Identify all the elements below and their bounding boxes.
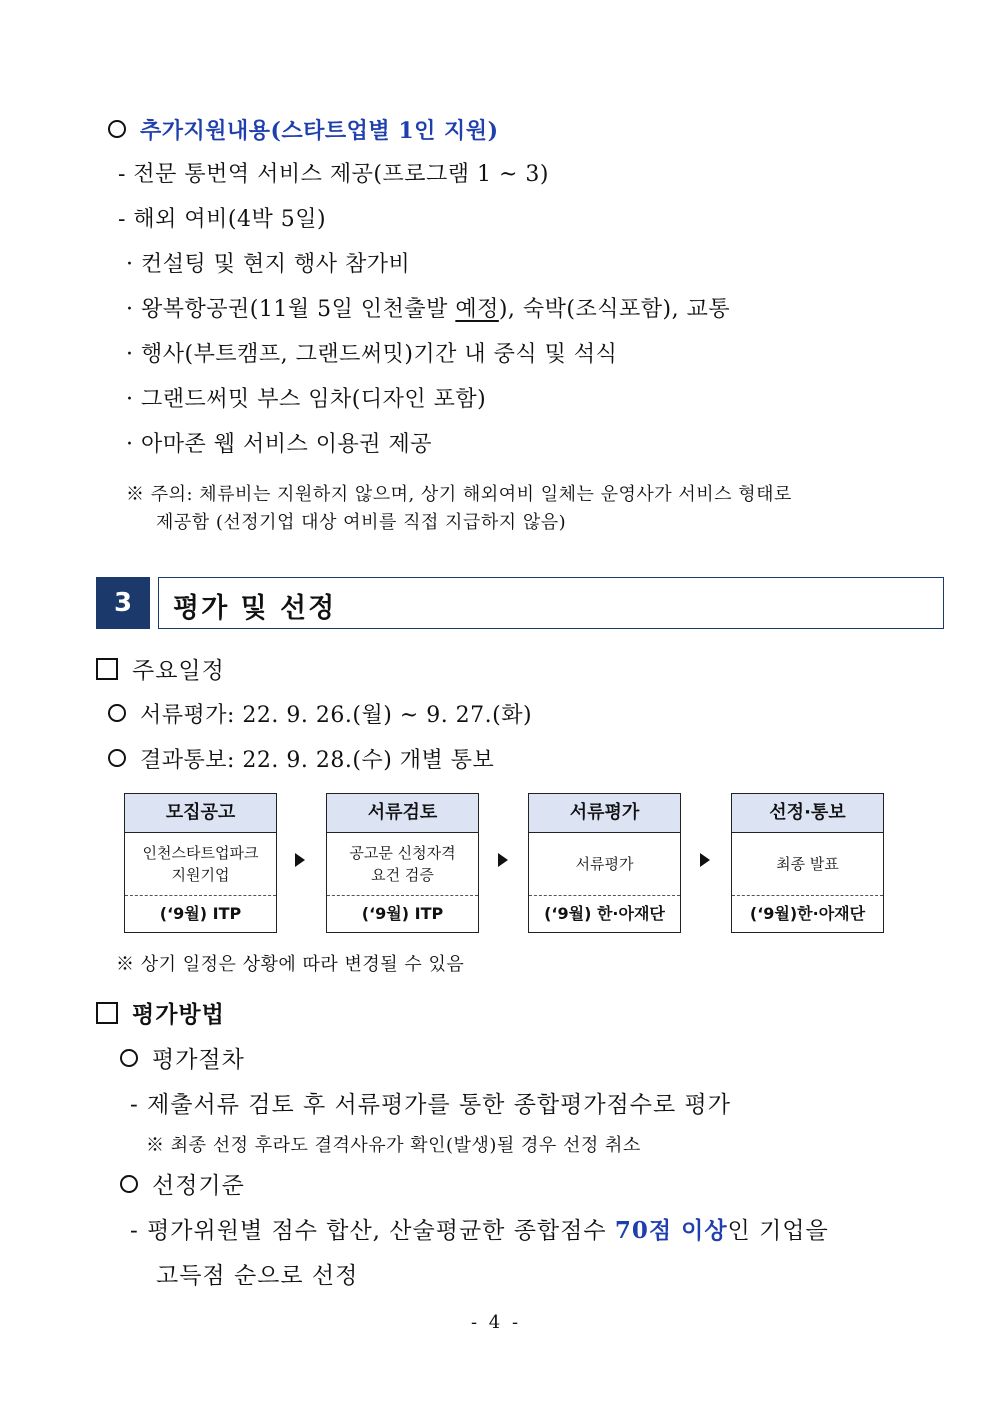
extra-support-heading: 추가지원내용(스타트업별 1인 지원)	[140, 118, 499, 144]
section-number: 3	[96, 577, 150, 629]
circle-bullet-icon	[108, 120, 126, 138]
flight-text: · 왕복항공권(11월 5일 인천출발	[126, 297, 448, 322]
section-title-box	[158, 577, 944, 629]
support-item-booth: · 그랜드써밋 부스 임차(디자인 포함)	[126, 387, 487, 412]
circle-bullet-icon	[120, 1049, 138, 1067]
flow-step-body: 공고문 신청자격 요건 검증	[327, 833, 478, 896]
flow-step-foot: (‘9월)한·아재단	[749, 904, 866, 923]
flow-step-doc-eval	[528, 793, 681, 933]
circle-bullet-icon	[108, 749, 126, 767]
criteria-highlight: 70점 이상	[614, 1217, 728, 1244]
flow-step-head: 서류평가	[529, 794, 680, 833]
schedule-note: ※ 상기 일정은 상황에 따라 변경될 수 있음	[116, 954, 465, 975]
result-notice-row	[108, 743, 494, 774]
criteria-pre-text: - 평가위원별 점수 합산, 산술평균한 종합점수	[130, 1218, 615, 1244]
procedure-text: - 제출서류 검토 후 서류평가를 통한 종합평가점수로 평가	[130, 1092, 731, 1118]
flow-step-head: 모집공고	[125, 794, 276, 833]
flow-step-head: 선정·통보	[732, 794, 883, 833]
page-number: - 4 -	[470, 1312, 522, 1333]
flow-step-body: 서류평가	[529, 833, 680, 896]
schedule-heading: 주요일정	[132, 658, 225, 684]
support-item-consulting: · 컨설팅 및 현지 행사 참가비	[126, 252, 411, 277]
arrow-right-icon	[498, 853, 508, 867]
support-item-flight	[126, 292, 730, 323]
section-title: 평가 및 선정	[173, 593, 337, 624]
flow-step-head: 서류검토	[327, 794, 478, 833]
criteria-post-text: 인 기업을	[727, 1218, 829, 1244]
arrow-right-icon	[295, 853, 305, 867]
flight-underlined-text: 예정	[455, 297, 499, 322]
doc-review-text: 서류평가: 22. 9. 26.(월) ~ 9. 27.(화)	[140, 703, 533, 728]
flow-step-recruit	[124, 793, 277, 933]
flow-step-selection	[731, 793, 884, 933]
flow-step-foot: (‘9월) ITP	[361, 904, 444, 923]
travel-expense-line: - 해외 여비(4박 5일)	[118, 207, 327, 232]
circle-bullet-icon	[108, 704, 126, 722]
flight-tail-text: ), 숙박(조식포함), 교통	[498, 297, 731, 322]
flow-step-foot: (‘9월) ITP	[159, 904, 242, 923]
procedure-title: 평가절차	[152, 1047, 245, 1073]
support-note-line2: 제공함 (선정기업 대상 여비를 직접 지급하지 않음)	[156, 512, 567, 533]
flow-step-doc-check	[326, 793, 479, 933]
doc-review-row	[108, 698, 532, 729]
extra-support-heading-row	[108, 114, 498, 145]
criteria-line1	[130, 1212, 829, 1245]
support-item-aws: · 아마존 웹 서비스 이용권 제공	[126, 432, 432, 457]
interpretation-service-line: - 전문 통번역 서비스 제공(프로그램 1 ~ 3)	[118, 162, 550, 187]
flow-step-body: 최종 발표	[732, 833, 883, 896]
checkbox-square-icon	[96, 658, 118, 680]
schedule-heading-row	[96, 652, 225, 685]
flow-step-body: 인천스타트업파크 지원기업	[125, 833, 276, 896]
criteria-line2: 고득점 순으로 선정	[156, 1263, 359, 1289]
circle-bullet-icon	[120, 1175, 138, 1193]
support-note-line1: ※ 주의: 체류비는 지원하지 않으며, 상기 해외여비 일체는 운영사가 서비스 형태로	[126, 484, 792, 505]
criteria-title: 선정기준	[152, 1173, 245, 1199]
checkbox-square-icon	[96, 1002, 118, 1024]
criteria-title-row	[120, 1167, 245, 1200]
method-heading: 평가방법	[132, 1001, 225, 1028]
method-heading-row	[96, 996, 225, 1029]
arrow-right-icon	[700, 853, 710, 867]
procedure-note: ※ 최종 선정 후라도 결격사유가 확인(발생)될 경우 선정 취소	[146, 1135, 641, 1156]
procedure-title-row	[120, 1041, 245, 1074]
support-item-meals: · 행사(부트캠프, 그랜드써밋)기간 내 중식 및 석식	[126, 342, 618, 367]
result-notice-text: 결과통보: 22. 9. 28.(수) 개별 통보	[140, 748, 495, 773]
flow-step-foot: (‘9월) 한·아재단	[544, 904, 665, 923]
